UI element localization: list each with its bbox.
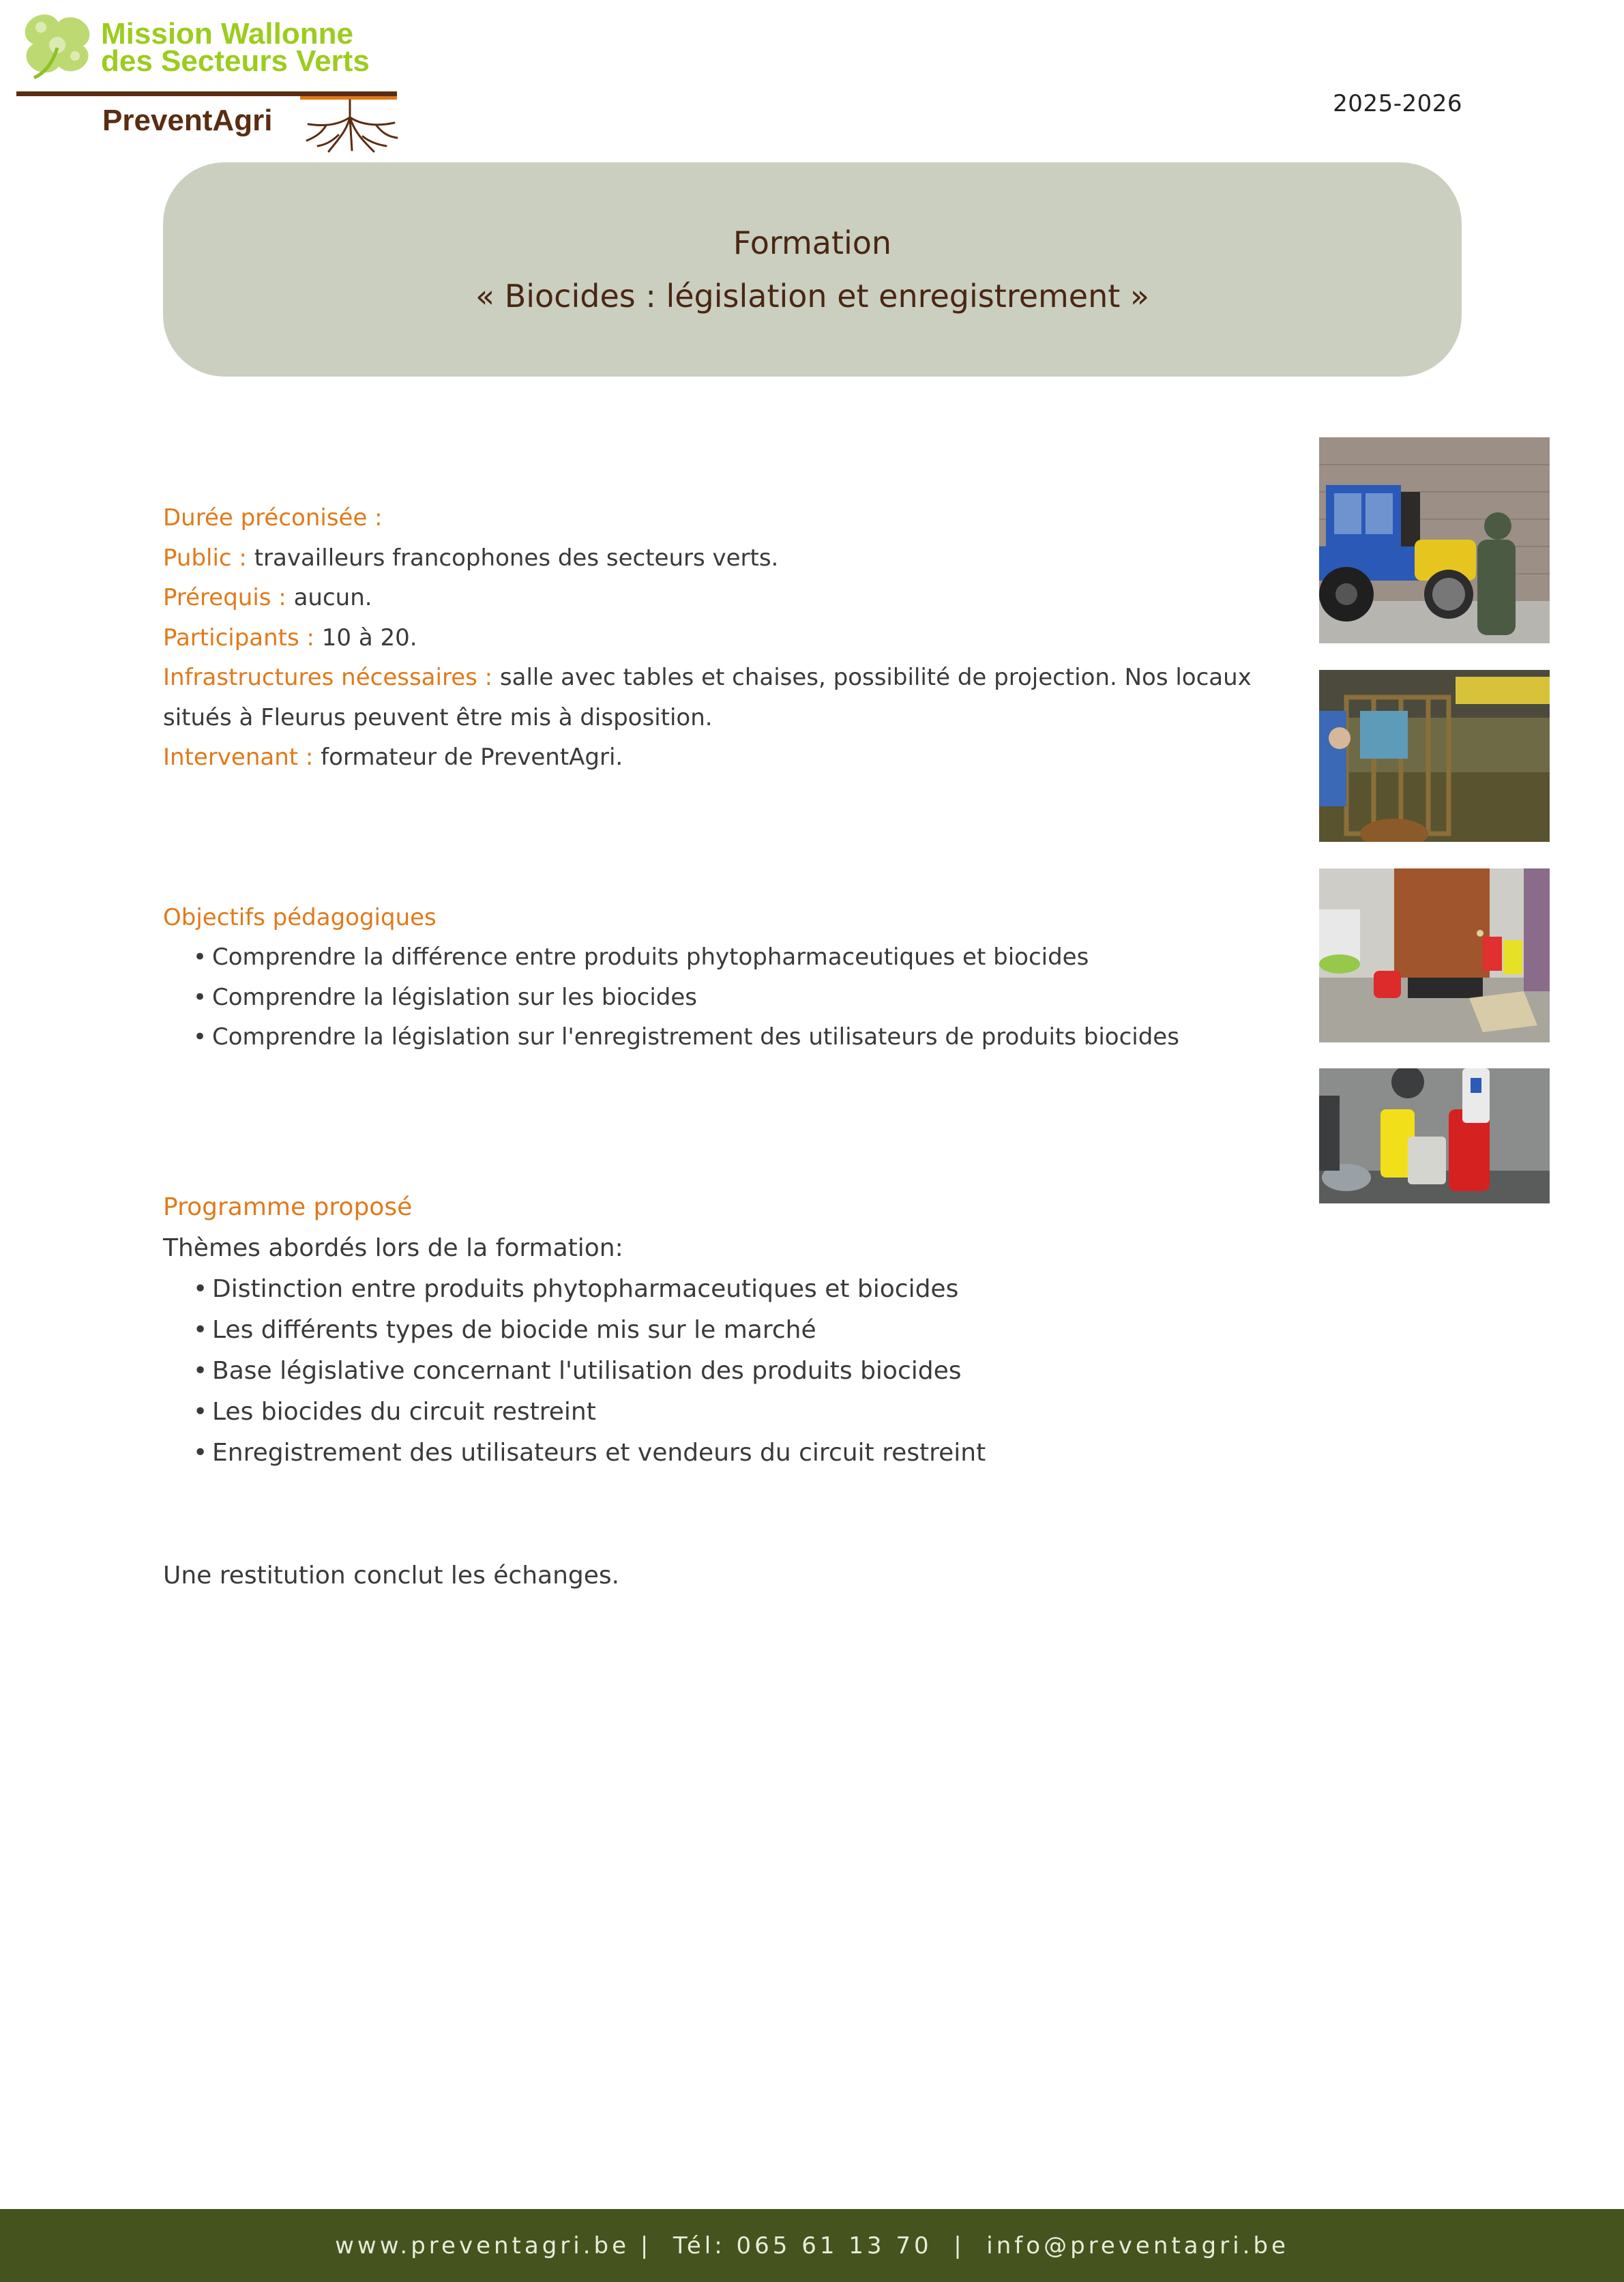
footer-bar <box>0 2209 1624 2282</box>
storage-room-door-photo <box>1319 868 1550 1042</box>
tree-roots-icon <box>299 97 401 154</box>
public-label: Public : <box>163 544 247 572</box>
list-item: • Les biocides du circuit restreint <box>193 1392 1268 1433</box>
infrastructures-label: Infrastructures nécessaires : <box>163 664 493 691</box>
infrastructures-value: salle avec tables et chaises, possibilité de projection. Nos locaux situés à Fleurus peuvent être mis à disposition. <box>163 664 1252 731</box>
info-section <box>163 498 1268 778</box>
list-item: • Comprendre la législation sur l'enregistrement des utilisateurs de produits biocides <box>193 1017 1268 1057</box>
info-duree <box>163 498 1268 538</box>
main-content <box>163 498 1268 1596</box>
conclusion-text: Une restitution conclut les échanges. <box>163 1561 620 1590</box>
list-item: • Distinction entre produits phytopharmaceutiques et biocides <box>193 1269 1268 1310</box>
logo-title-line2: des Secteurs Verts <box>101 44 370 78</box>
tractor-sprayer-photo <box>1319 437 1550 643</box>
duree-label: Durée préconisée : <box>163 504 383 531</box>
objectifs-list <box>193 937 1268 1057</box>
intervenant-label: Intervenant : <box>163 744 314 771</box>
list-item: • Base législative concernant l'utilisation des produits biocides <box>193 1351 1268 1392</box>
programme-list <box>193 1269 1268 1474</box>
participants-value: 10 à 20. <box>314 624 417 652</box>
logo-mission-wallonne-preventagri <box>14 7 400 153</box>
prerequis-value: aucun. <box>286 584 372 611</box>
list-item: • Comprendre la législation sur les biocides <box>193 978 1268 1018</box>
banner-title-line1: Formation <box>733 224 892 261</box>
prerequis-label: Prérequis : <box>163 584 286 611</box>
logo-title-line1: Mission Wallonne <box>101 17 353 50</box>
objectifs-section <box>163 898 1268 1057</box>
objectifs-heading: Objectifs pédagogiques <box>163 903 437 931</box>
info-public <box>163 538 1268 579</box>
logo-brand-name: PreventAgri <box>102 104 273 137</box>
info-intervenant <box>163 737 1268 778</box>
intervenant-value: formateur de PreventAgri. <box>313 744 623 771</box>
programme-section <box>163 1187 1268 1596</box>
info-prerequis <box>163 578 1268 618</box>
info-infrastructures <box>163 658 1268 737</box>
chemical-canisters-photo <box>1319 1068 1550 1203</box>
info-participants <box>163 618 1268 658</box>
title-banner <box>163 162 1462 377</box>
programme-heading: Programme proposé <box>163 1193 413 1221</box>
banner-title-line2: « Biocides : législation et enregistrement » <box>475 278 1150 314</box>
list-item: • Les différents types de biocide mis sur le marché <box>193 1310 1268 1351</box>
participants-label: Participants : <box>163 624 314 652</box>
public-value: travailleurs francophones des secteurs verts. <box>246 544 779 572</box>
list-item: • Enregistrement des utilisateurs et vendeurs du circuit restreint <box>193 1433 1268 1474</box>
programme-intro: Thèmes abordés lors de la formation: <box>163 1233 623 1262</box>
list-item: • Comprendre la différence entre produits phytopharmaceutiques et biocides <box>193 937 1268 978</box>
school-year: 2025-2026 <box>1333 90 1462 117</box>
logo-divider <box>16 91 397 96</box>
barn-equipment-photo <box>1319 670 1550 842</box>
footer-contact: www.preventagri.be | Tél: 065 61 13 70 | info@preventagri.be <box>335 2232 1289 2259</box>
clover-icon <box>14 7 102 82</box>
